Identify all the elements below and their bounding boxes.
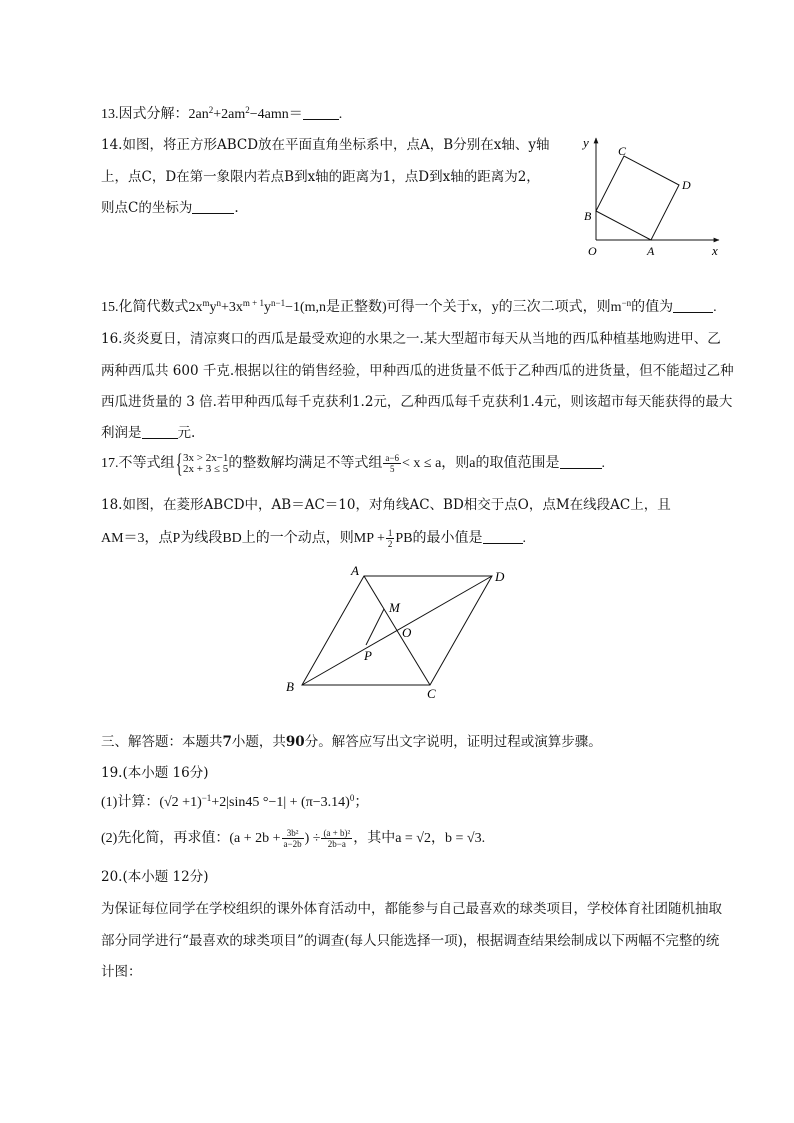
- q16-part: 利润是: [101, 425, 142, 441]
- q19-part: (1)计算：(√2 +1): [101, 795, 202, 810]
- q17-frac-den: 5: [389, 464, 395, 475]
- section3-num-questions: 7: [222, 734, 232, 750]
- q18-part: PB的最小值是: [395, 531, 483, 546]
- q18-label-p: P: [364, 648, 372, 663]
- q19-part: ；: [354, 795, 369, 810]
- q18-rhombus-figure: [280, 560, 520, 700]
- q19-part: (2)先化简，再求值：(a + 2b +: [101, 831, 281, 846]
- q17-text: [101, 449, 605, 479]
- q20-line1: 为保证每位同学在学校组织的课外体育活动中，都能参与自己最喜欢的球类项目，学校体育社团随机抽取: [101, 901, 722, 917]
- q13-answer-blank[interactable]: [303, 107, 339, 120]
- q19-frac-den: 2b−a: [327, 839, 346, 850]
- q19-part: ，其中a = √2，b = √3.: [353, 831, 486, 846]
- q15-part: y: [209, 300, 217, 315]
- q15-exp: n: [216, 298, 222, 308]
- q13-text: [101, 106, 342, 124]
- q17-part: 17.不等式组: [101, 456, 175, 471]
- q17-part: .: [601, 456, 605, 471]
- q19-frac-num: 3b²: [282, 828, 304, 839]
- q16-part: 元.: [177, 425, 196, 441]
- q19-part: +2|sin45 °−1| + (π−3.14): [211, 795, 350, 810]
- q15-exp: m + 1: [242, 298, 264, 308]
- q16-line3: 西瓜进货量的 3 倍.若甲种西瓜每千克获利1.2元，乙种西瓜每千克获利1.4元，则该超市每天能获得的最大: [101, 394, 733, 410]
- q18-label-b: B: [286, 679, 294, 694]
- q13-part: .: [338, 107, 343, 122]
- q18-label-o: O: [402, 625, 412, 640]
- q15-text: [101, 299, 717, 317]
- q19-fraction-2: [321, 828, 352, 849]
- q14-part: 则点C的坐标为: [101, 200, 193, 216]
- q17-answer-blank[interactable]: [560, 456, 602, 469]
- q19-part2: [101, 826, 485, 852]
- q19-part1: [101, 794, 368, 812]
- q18-label-m: M: [389, 600, 400, 615]
- q15-part: 15.化简代数式2x: [101, 300, 203, 315]
- q18-line1: 18.如图，在菱形ABCD中，AB＝AC＝10，对角线AC、BD相交于点O，点M在线段AC上，且: [101, 497, 671, 513]
- q16-answer-blank[interactable]: [142, 426, 178, 439]
- q15-exp: n−1: [271, 298, 286, 308]
- q18-frac-num: 1: [387, 528, 393, 539]
- q18-part: AM＝3，点P为线段BD上的一个动点，则MP +: [101, 531, 385, 546]
- q17-part: < x ≤ a，则a的取值范围是: [401, 456, 560, 471]
- q13-exp: 2: [245, 105, 250, 115]
- q19-frac-den: a−2b: [283, 839, 302, 850]
- q17-ineq1: 3x > 2x−1: [182, 451, 229, 464]
- q16-line4: [101, 424, 195, 442]
- q14-label-y: y: [583, 135, 589, 150]
- q13-part: 13.因式分解：2an: [101, 107, 209, 122]
- q18-label-a: A: [351, 563, 359, 578]
- q19-header: 19.(本小题 16分): [101, 765, 209, 781]
- q14-square: [596, 156, 679, 240]
- q17-brace: {: [175, 448, 183, 478]
- q14-label-d: D: [682, 178, 691, 192]
- q20-header: 20.(本小题 12分): [101, 869, 209, 885]
- q15-part: 的值为: [631, 300, 674, 315]
- q13-part: −4amn＝: [249, 107, 303, 122]
- q16-line2: 两种西瓜共 600 千克.根据以往的销售经验，甲种西瓜的进货量不低于乙种西瓜的进货量，但不能超过乙种: [101, 363, 734, 379]
- q14-label-b: B: [584, 209, 592, 223]
- q14-label-x: x: [712, 243, 718, 258]
- q18-part: .: [522, 531, 527, 546]
- q17-system: [183, 453, 228, 475]
- section3-heading: [101, 733, 602, 751]
- q18-fraction: [386, 528, 395, 549]
- q20-line2: 部分同学进行“最喜欢的球类项目”的调查(每人只能选择一项)，根据调查结果绘制成以下两幅不完整的统: [101, 933, 720, 949]
- q15-part: .: [713, 300, 717, 315]
- q18-line2: [101, 526, 526, 552]
- q17-frac-num: a−6: [385, 453, 399, 464]
- q19-frac-num: (a + b)²: [323, 828, 351, 839]
- q14-line2: 上，点C，D在第一象限内若点B到x轴的距离为1，点D到x轴的距离为2，: [101, 169, 540, 185]
- q18-answer-blank[interactable]: [483, 531, 523, 544]
- q19-exp: −1: [201, 793, 212, 803]
- q15-part: +3x: [221, 300, 243, 315]
- q14-line1: 14.如图，将正方形ABCD放在平面直角坐标系中，点A，B分别在x轴、y轴: [101, 137, 550, 153]
- q14-part: .: [234, 200, 239, 216]
- q13-part: +2am: [213, 107, 246, 122]
- q15-part: −1(m,n是正整数)可得一个关于x，y的三次二项式，则m: [285, 300, 622, 315]
- q14-label-c: C: [618, 144, 627, 158]
- q18-diagonal-bd: [302, 576, 492, 685]
- q18-label-c: C: [427, 686, 436, 700]
- section3-part: 小题，共: [231, 734, 286, 750]
- q19-exp: 0: [349, 793, 355, 803]
- q15-exp: −n: [621, 298, 632, 308]
- q14-figure: [576, 134, 726, 262]
- section3-part: 分。解答应写出文字说明，证明过程或演算步骤。: [304, 734, 602, 750]
- section3-part: 三、解答题：本题共: [101, 734, 223, 750]
- q19-fraction-1: [282, 828, 304, 849]
- q15-answer-blank[interactable]: [673, 300, 713, 313]
- q14-label-o: O: [588, 244, 597, 258]
- q14-label-a: A: [647, 244, 655, 258]
- q18-label-d: D: [495, 569, 505, 584]
- q20-line3: 计图：: [101, 964, 142, 980]
- q17-fraction: [383, 453, 401, 474]
- section3-num-points: 90: [285, 734, 305, 750]
- q15-exp: m: [202, 298, 210, 308]
- q16-line1: 16.炎炎夏日，清凉爽口的西瓜是最受欢迎的水果之一.某大型超市每天从当地的西瓜种植基地购进甲、乙: [101, 331, 721, 347]
- q18-frac-den: 2: [387, 539, 393, 550]
- q17-ineq2: 2x + 3 ≤ 5: [182, 462, 229, 475]
- q14-line3: [101, 199, 239, 217]
- q19-part: ) ÷: [304, 831, 321, 846]
- q15-part: y: [264, 300, 271, 315]
- q17-part: 的整数解均满足不等式组: [228, 456, 383, 471]
- q14-answer-blank[interactable]: [192, 201, 234, 214]
- q13-exp: 2: [208, 105, 214, 115]
